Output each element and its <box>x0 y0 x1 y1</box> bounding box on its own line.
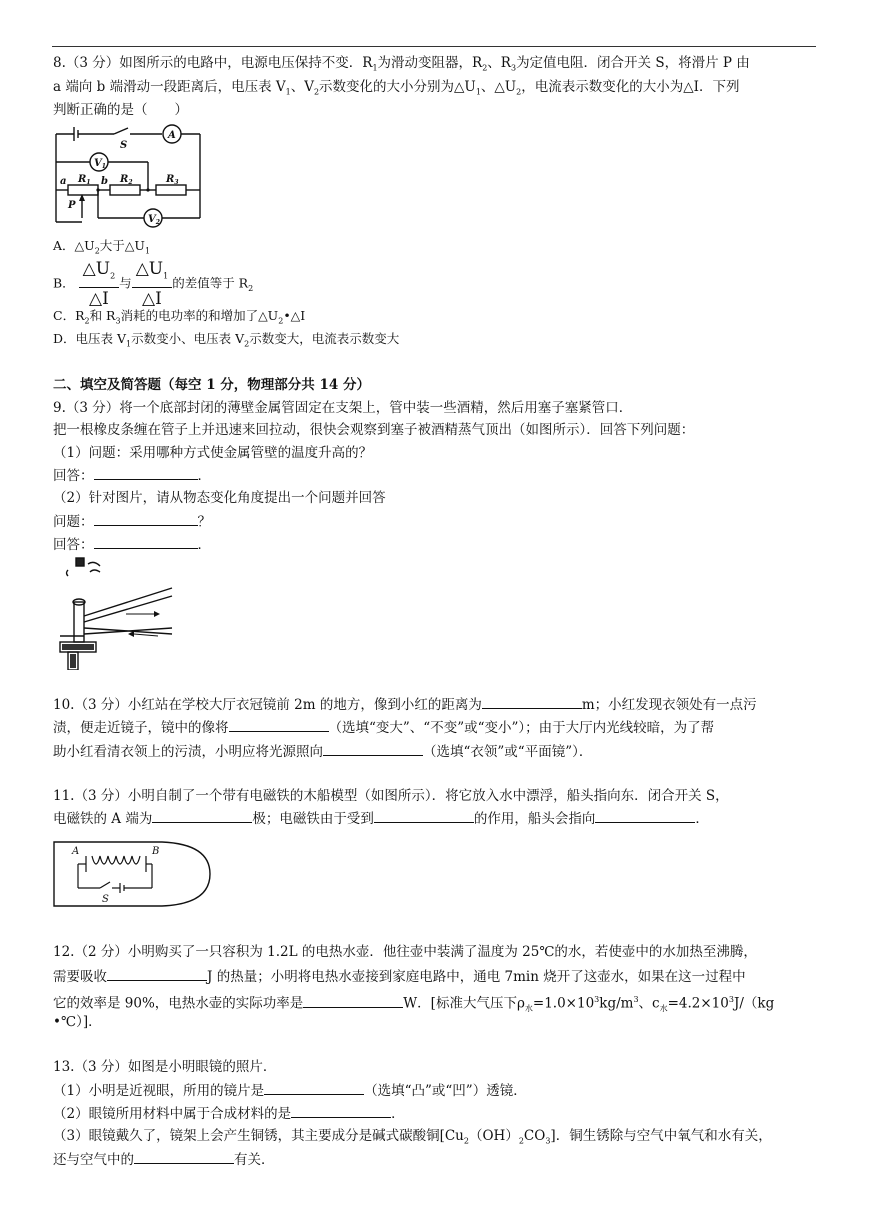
q9-line5: （2）针对图片，请从物态变化角度提出一个问题并回答 <box>53 490 386 506</box>
q8-line1: 8.（3 分）如图所示的电路中，电源电压保持不变．$R_1$为滑动变阻器，$R_2$、$R_3$为定值电阻．闭合开关 S，将滑片 P 由 <box>53 55 750 73</box>
label-a: a <box>60 176 67 187</box>
label-V2: $V_2$ <box>148 214 160 226</box>
q13-line4: （3）眼镜戴久了，镜架上会产生铜锈，其主要成分是碱式碳酸铜$[Cu_2(OH)_2CO_3]$．铜生锈除与空气中氧气和水有关， <box>53 1128 772 1146</box>
fraction-du1-di: $\frac{\triangle U_1}{\triangle I}$ <box>132 258 173 310</box>
label-V1: $V_1$ <box>94 158 106 170</box>
q12-line1: 12.（2 分）小明购买了一只容积为 1.2L 的电热水壶．他往壶中装满了温度为 25℃的水，若使壶中的水加热至沸腾， <box>53 944 757 960</box>
q8-option-d: D．电压表 $V_1$示数变小、电压表 $V_2$示数变大，电流表示数变大 <box>53 331 400 349</box>
q8-option-c: C．$R_2$和 $R_3$消耗的电功率的和增加了$\triangle U_2•\triangle I$ <box>53 308 306 326</box>
label-b: b <box>101 176 108 187</box>
q13-line5: 还与空气中的 有关． <box>53 1149 275 1170</box>
label-R3: $R_3$ <box>166 174 179 186</box>
header-rule <box>52 46 816 47</box>
label-S: S <box>120 140 128 151</box>
q13-line1: 13.（3 分）如图是小明眼镜的照片． <box>53 1059 277 1075</box>
image-distance-blank[interactable] <box>482 694 582 709</box>
q9-line3: （1）问题：采用哪种方式使金属管壁的温度升高的？ <box>53 445 373 461</box>
question-blank[interactable] <box>94 511 198 526</box>
label-S: S <box>102 894 109 905</box>
label-R2: $R_2$ <box>120 174 133 186</box>
q8-option-a: A．$\triangle U_2$大于$\triangle U_1$ <box>53 238 151 256</box>
image-size-blank[interactable] <box>229 717 329 732</box>
q11-line2: 电磁铁的 A 端为 极；电磁铁由于受到 的作用，船头会指向 ． <box>53 808 709 829</box>
q9-answer2: 回答： ． <box>53 534 211 555</box>
q12-line2: 需要吸收 J 的热量；小明将电热水壶接到家庭电路中，通电 7min 烧开了这壶水，如果在这一过程中 <box>53 966 746 987</box>
direction-blank[interactable] <box>595 808 695 823</box>
q10-line2: 渍，便走近镜子，镜中的像将 （选填“变大”、“不变”或“变小”）；由于大厅内光线较暗，为了帮 <box>53 717 714 738</box>
q9-line1: 9.（3 分）将一个底部封闭的薄壁金属管固定在支架上，管中装一些酒精，然后用塞子塞紧管口． <box>53 400 633 416</box>
q10-line3: 助小红看清衣领上的污渍，小明应将光源照向 （选填“衣领”或“平面镜”）． <box>53 741 592 762</box>
heat-blank[interactable] <box>107 966 207 981</box>
label-B: B <box>152 846 160 857</box>
pole-blank[interactable] <box>152 808 252 823</box>
circuit-diagram <box>52 122 204 230</box>
q11-line1: 11.（3 分）小明自制了一个带有电磁铁的木船模型（如图所示）．将它放入水中漂浮，船头指向东．闭合开关 S， <box>53 788 729 804</box>
light-direction-blank[interactable] <box>323 741 423 756</box>
q13-line2: （1）小明是近视眼，所用的镜片是 （选填“凸”或“凹”）透镜． <box>53 1080 527 1101</box>
q8-option-b: B． $\frac{\triangle U_2}{\triangle I}$ 与 $\frac{\triangle U_1}{\triangle I}$ 的差值等于 $R_2$ <box>53 259 254 310</box>
q10-line1: 10.（3 分）小红站在学校大厅衣冠镜前 2m 的地方，像到小红的距离为 m；小红发现衣领处有一点污 <box>53 694 757 715</box>
q12-line4: •℃）]． <box>53 1014 102 1030</box>
q8-line3: 判断正确的是（ ） <box>53 102 188 118</box>
section-2-title: 二、填空及简答题（每空 1 分，物理部分共 14 分） <box>53 377 370 393</box>
label-P: P <box>68 200 76 211</box>
q9-answer1: 回答： ． <box>53 465 211 486</box>
force-blank[interactable] <box>374 808 474 823</box>
q9-question: 问题： ？ <box>53 511 211 532</box>
metal-tube-figure <box>54 556 180 670</box>
answer-blank[interactable] <box>94 465 198 480</box>
fraction-du2-di: $\frac{\triangle U_2}{\triangle I}$ <box>79 258 120 310</box>
q9-line2: 把一根橡皮条缠在管子上并迅速来回拉动，很快会观察到塞子被酒精蒸气顶出（如图所示）．回答下列问题： <box>53 422 695 438</box>
air-component-blank[interactable] <box>134 1149 234 1164</box>
q8-line2: a 端向 b 端滑动一段距离后，电压表 $V_1$、$V_2$示数变化的大小分别为$\triangle U_1$、$\triangle U_2$，电流表示数变化的大小为△I．下列 <box>53 79 740 97</box>
label-A: A <box>168 130 176 141</box>
material-blank[interactable] <box>291 1103 391 1118</box>
q13-line3: （2）眼镜所用材料中属于合成材料的是 ． <box>53 1103 405 1124</box>
power-blank[interactable] <box>303 993 403 1008</box>
label-R1: $R_1$ <box>78 174 91 186</box>
answer-blank[interactable] <box>94 534 198 549</box>
label-A: A <box>72 846 80 857</box>
boat-figure <box>52 840 214 910</box>
q12-line3: 它的效率是 90%，电热水壶的实际功率是 W．[标准大气压下$\rho_水=1.0\times 10^3kg/m^3$、$c_水=4.2\times 10^3J/(kg$ <box>53 990 774 1019</box>
lens-type-blank[interactable] <box>264 1080 364 1095</box>
